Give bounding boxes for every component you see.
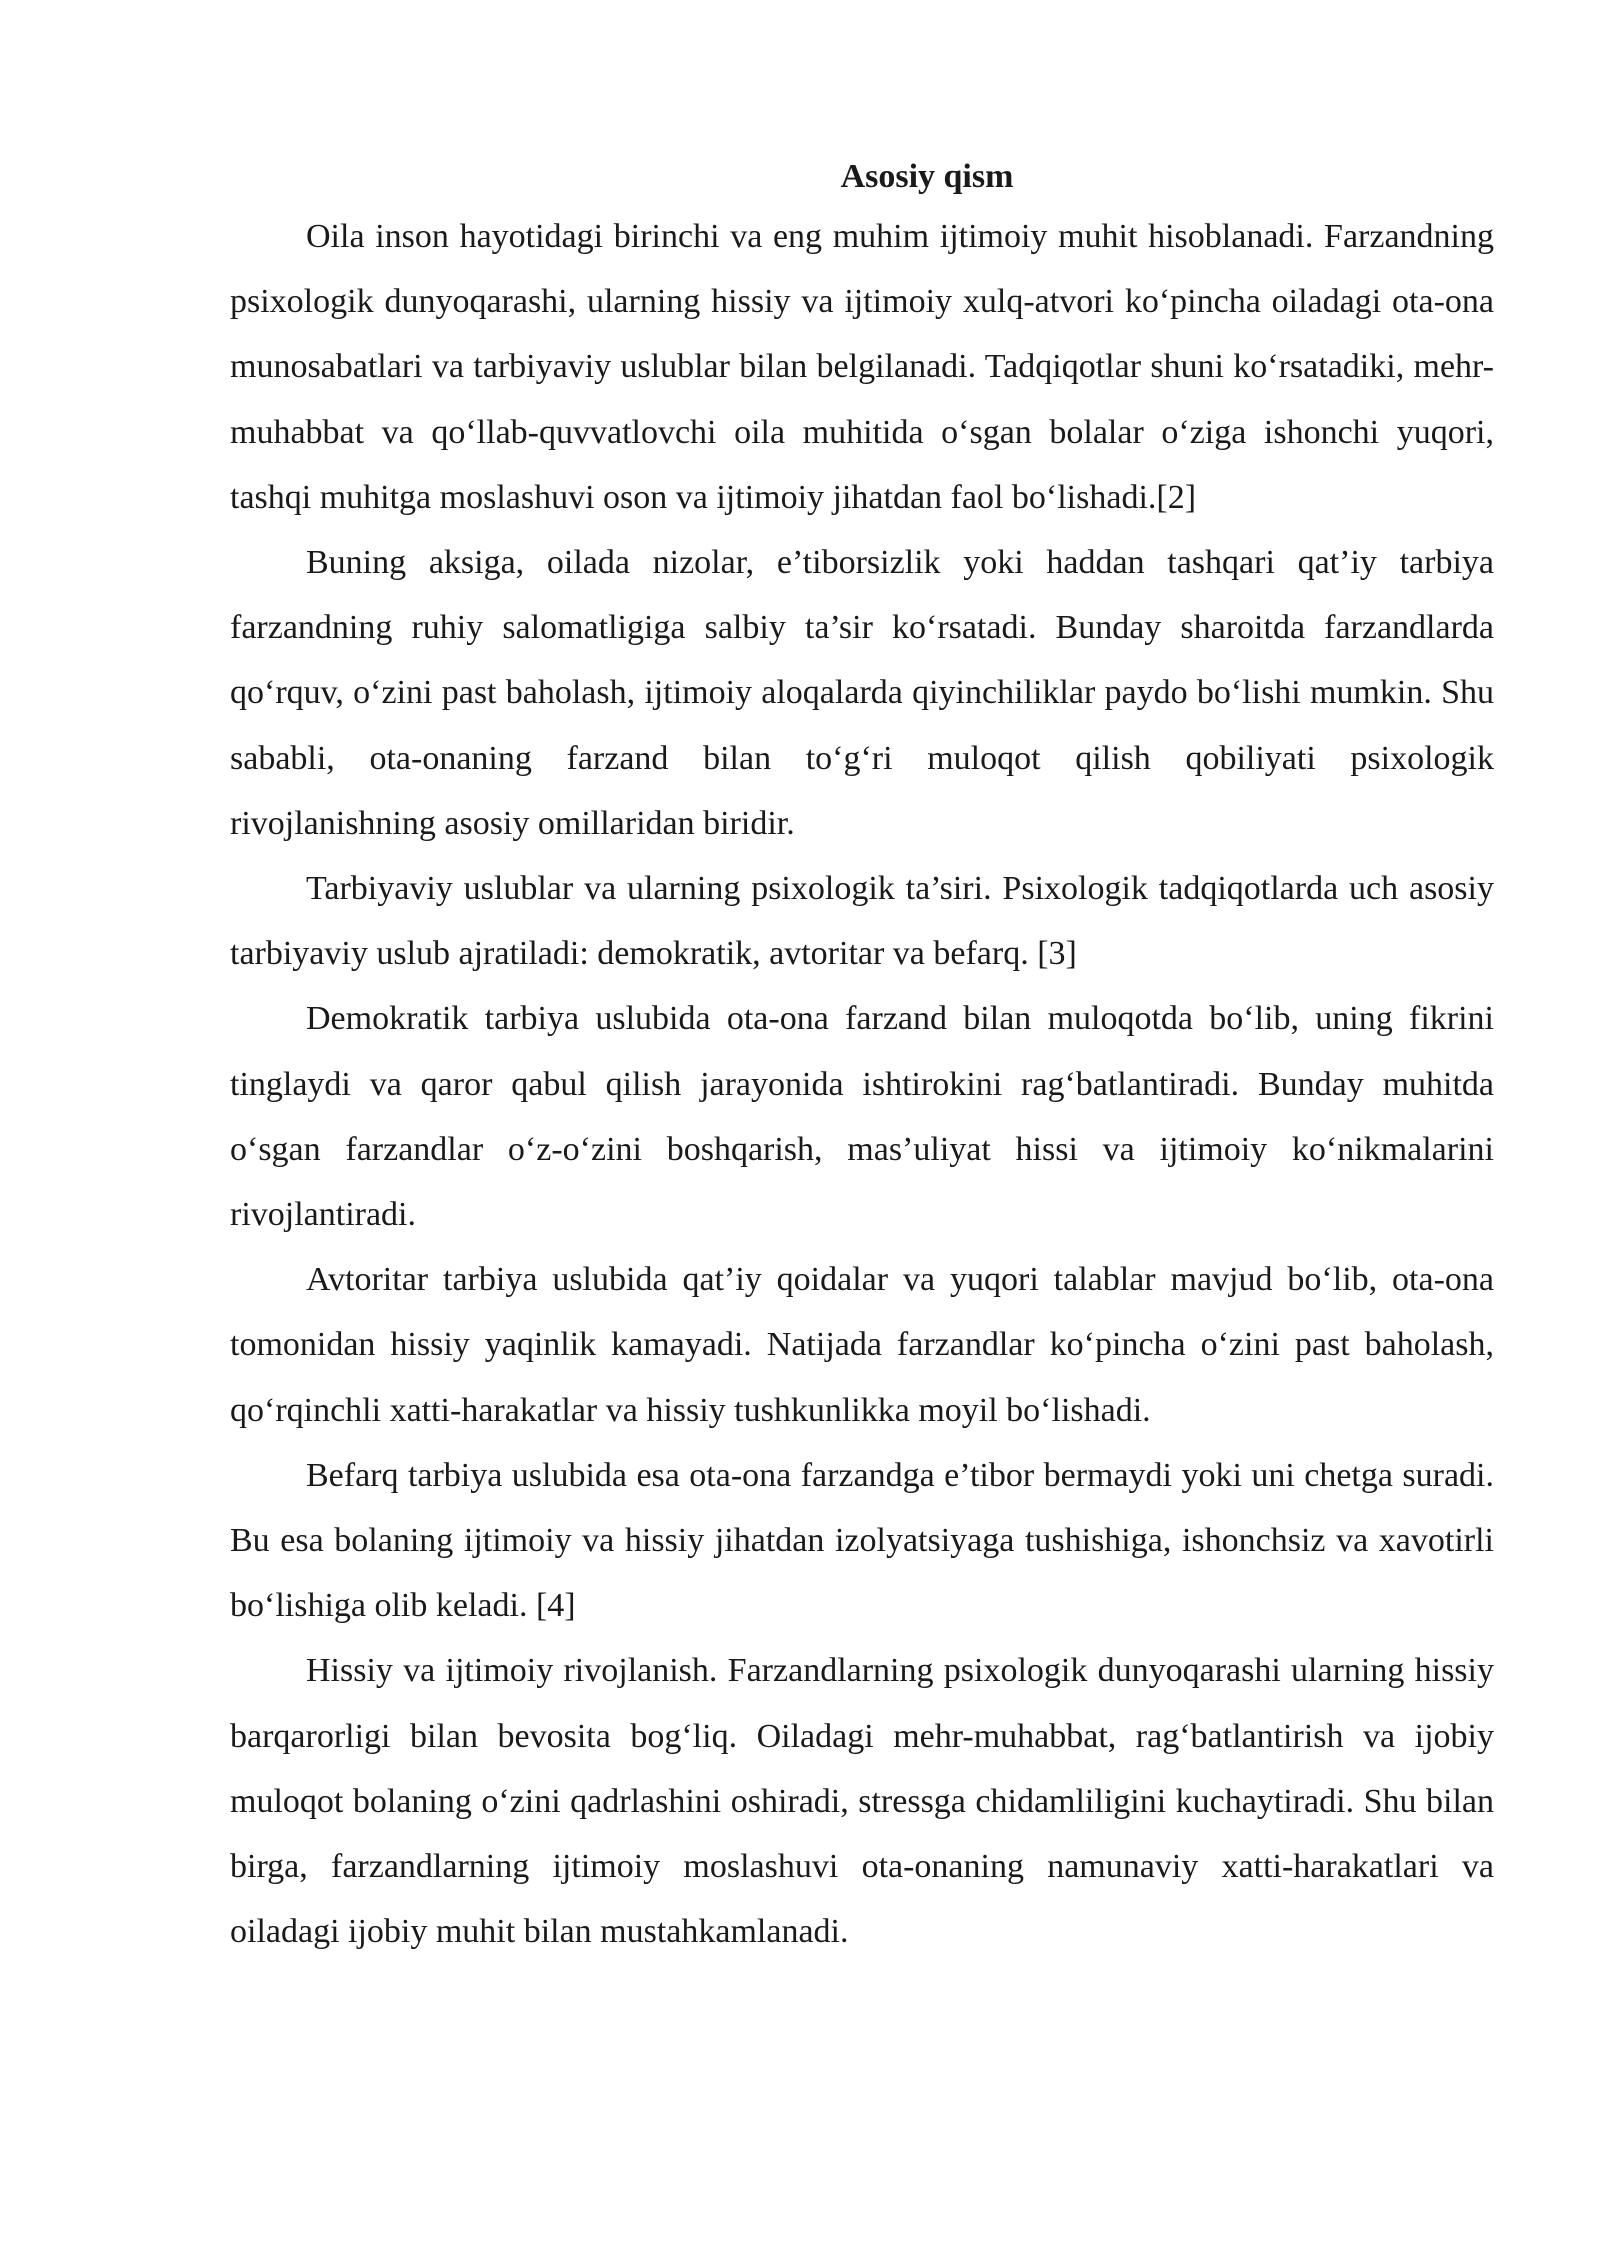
paragraph-parenting-styles: Tarbiyaviy uslublar va ularning psixologik ta’siri. Psixologik tadqiqotlarda uch asosiy tarbiyaviy uslub ajratiladi: demokratik, avtoritar va befarq. [3]: [230, 870, 1494, 973]
paragraph-family-environment: Oila inson hayotidagi birinchi va eng muhim ijtimoiy muhit hisoblanadi. Farzandning psixologik dunyoqarashi, ularning hissiy va ijtimoiy xulq-atvori ko‘pincha oiladagi ota-ona munosabatlari va tarbiyaviy uslublar bilan belgilanadi. Tadqiqotlar shuni ko‘rsatadiki, mehr-muhabbat va qo‘llab-quvvatlovchi oila muhitida o‘sgan bolalar o‘ziga ishonchi yuqori, tashqi muhitga moslashuvi oson va ijtimoiy jihatdan faol bo‘lishadi.[2]: [230, 218, 1494, 516]
section-heading: Asosiy qism: [840, 158, 1014, 195]
paragraph-emotional-social-development: Hissiy va ijtimoiy rivojlanish. Farzandlarning psixologik dunyoqarashi ularning hissiy barqarorligi bilan bevosita bog‘liq. Oiladagi mehr-muhabbat, rag‘batlantirish va ijobiy muloqot bolaning o‘zini qadrlashini oshiradi, stressga chidamliligini kuchaytiradi. Shu bilan birga, farzandlarning ijtimoiy moslashuvi ota-onaning namunaviy xatti-harakatlari va oiladagi ijobiy muhit bilan mustahkamlanadi.: [230, 1652, 1494, 1951]
paragraph-conflict-effects: Buning aksiga, oilada nizolar, e’tiborsizlik yoki haddan tashqari qat’iy tarbiya farzandning ruhiy salomatligiga salbiy ta’sir ko‘rsatadi. Bunday sharoitda farzandlarda qo‘rquv, o‘zini past baholash, ijtimoiy aloqalarda qiyinchiliklar paydo bo‘lishi mumkin. Shu sababli, ota-onaning farzand bilan to‘g‘ri muloqot qilish qobiliyati psixologik rivojlanishning asosiy omillaridan biridir.: [230, 544, 1494, 842]
paragraph-democratic-style: Demokratik tarbiya uslubida ota-ona farzand bilan muloqotda bo‘lib, uning fikrini tinglaydi va qaror qabul qilish jarayonida ishtirokini rag‘batlantiradi. Bunday muhitda o‘sgan farzandlar o‘z-o‘zini boshqarish, mas’uliyat hissi va ijtimoiy ko‘nikmalarini rivojlantiradi.: [230, 1000, 1494, 1234]
paragraph-authoritarian-style: Avtoritar tarbiya uslubida qat’iy qoidalar va yuqori talablar mavjud bo‘lib, ota-ona tomonidan hissiy yaqinlik kamayadi. Natijada farzandlar ko‘pincha o‘zini past baholash, qo‘rqinchli xatti-harakatlar va hissiy tushkunlikka moyil bo‘lishadi.: [230, 1261, 1494, 1429]
paragraph-indifferent-style: Befarq tarbiya uslubida esa ota-ona farzandga e’tibor bermaydi yoki uni chetga suradi. Bu esa bolaning ijtimoiy va hissiy jihatdan izolyatsiyaga tushishiga, ishonchsiz va xavotirli bo‘lishiga olib keladi. [4]: [230, 1456, 1494, 1625]
document-page: [230, 150, 1494, 1964]
